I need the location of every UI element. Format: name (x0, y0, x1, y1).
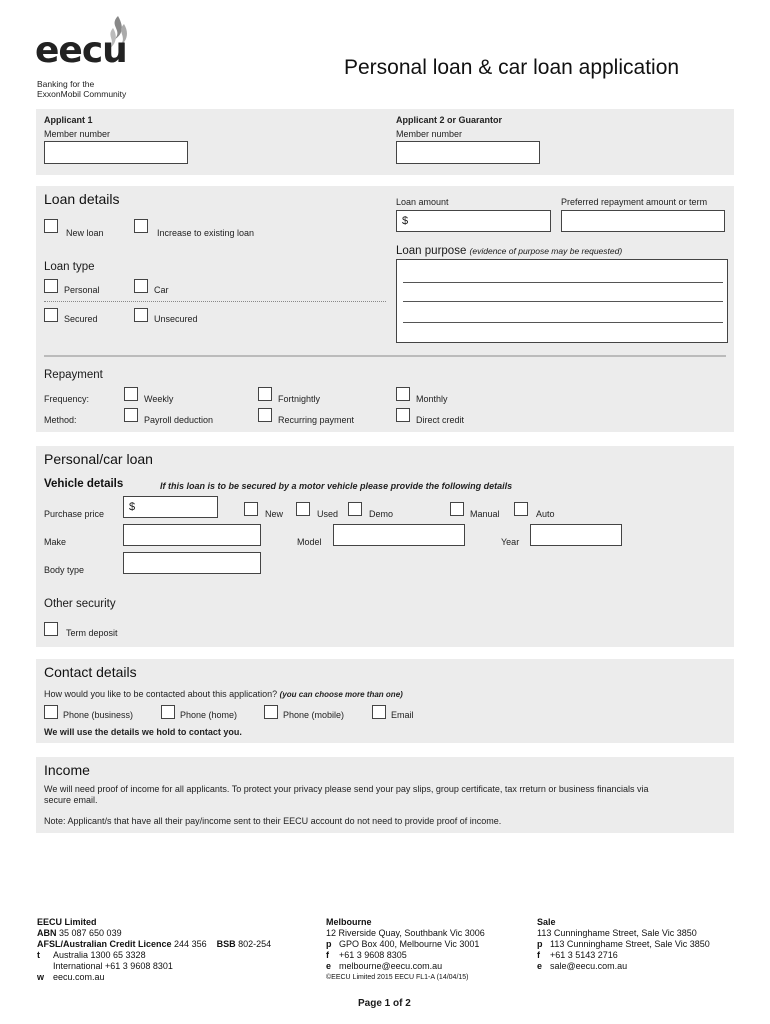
direct-credit-checkbox[interactable] (396, 408, 410, 422)
dollar-sign: $ (402, 215, 409, 227)
applicant2-member-input[interactable] (396, 141, 540, 164)
contact-panel (36, 659, 734, 743)
contact-note: We will use the details we hold to contact you. (44, 727, 242, 737)
new-vehicle-label: New (265, 509, 284, 519)
auto-checkbox[interactable] (514, 502, 528, 516)
car-checkbox[interactable] (134, 279, 148, 293)
logo: eecu (35, 30, 127, 71)
applicant1-title: Applicant 1 (44, 115, 93, 125)
unsecured-label: Unsecured (154, 314, 198, 324)
make-label: Make (44, 537, 67, 547)
phone-mobile-checkbox[interactable] (264, 705, 278, 719)
loan-details-panel (36, 186, 734, 432)
income-paragraph: We will need proof of income for all applicants. To protect your privacy please send your pay slips, group certificate, tax rreturn or business financials via secure email. (44, 784, 649, 805)
income-heading: Income (44, 762, 90, 778)
weekly-checkbox[interactable] (124, 387, 138, 401)
body-type-input[interactable] (123, 552, 261, 574)
income-note: Note: Applicant/s that have all their pay/income sent to their EECU account do not need to provide proof of income. (44, 816, 502, 826)
income-panel (36, 757, 734, 833)
loan-amount-label: Loan amount (396, 197, 449, 207)
demo-vehicle-checkbox[interactable] (348, 502, 362, 516)
other-security-heading: Other security (44, 598, 116, 610)
applicant1-member-input[interactable] (44, 141, 188, 164)
section-divider (44, 355, 726, 357)
manual-label: Manual (470, 509, 500, 519)
secured-checkbox[interactable] (44, 308, 58, 322)
direct-credit-label: Direct credit (416, 415, 465, 425)
secured-label: Secured (64, 314, 98, 324)
car-label: Car (154, 285, 169, 295)
recurring-checkbox[interactable] (258, 408, 272, 422)
footer-company: EECU Limited ABN 35 087 650 039 AFSL/Australian Credit Licence 244 356 BSB 802-254 t Australia 1300 65 3328 International +61 3 9608 8301 w eecu.com.au (37, 917, 272, 982)
payroll-checkbox[interactable] (124, 408, 138, 422)
personal-checkbox[interactable] (44, 279, 58, 293)
email-label: Email (391, 710, 414, 720)
applicants-panel (36, 109, 734, 175)
year-input[interactable] (530, 524, 622, 546)
increase-loan-checkbox[interactable] (134, 219, 148, 233)
purpose-line (403, 301, 723, 302)
purchase-price-input[interactable] (123, 496, 218, 518)
payroll-label: Payroll deduction (144, 415, 214, 425)
model-input[interactable] (333, 524, 465, 546)
loan-amount-input[interactable] (396, 210, 551, 232)
year-label: Year (501, 537, 520, 547)
footer-sale: Sale 113 Cunninghame Street, Sale Vic 3850 p 113 Cunninghame Street, Sale Vic 3850 f +61 3 5143 2716 e sale@eecu.com.au (537, 917, 710, 971)
frequency-label: Frequency: (44, 394, 90, 404)
fortnightly-label: Fortnightly (278, 394, 321, 404)
recurring-label: Recurring payment (278, 415, 355, 425)
page-title: Personal loan & car loan application (344, 56, 680, 79)
increase-loan-label: Increase to existing loan (157, 228, 255, 238)
preferred-repayment-label: Preferred repayment amount or term (561, 197, 708, 207)
purpose-line (403, 322, 723, 323)
vehicle-note: If this loan is to be secured by a motor vehicle please provide the following details (160, 481, 513, 491)
loan-type-heading: Loan type (44, 261, 95, 273)
used-vehicle-label: Used (317, 509, 339, 519)
car-loan-panel (36, 446, 734, 647)
make-input[interactable] (123, 524, 261, 546)
email-checkbox[interactable] (372, 705, 386, 719)
loan-type-divider (44, 301, 386, 302)
manual-checkbox[interactable] (450, 502, 464, 516)
tagline: Banking for the ExxonMobil Community (37, 79, 127, 99)
phone-home-label: Phone (home) (180, 710, 238, 720)
term-deposit-checkbox[interactable] (44, 622, 58, 636)
model-label: Model (297, 537, 322, 547)
loan-details-heading: Loan details (44, 191, 120, 207)
applicant1-member-label: Member number (44, 129, 111, 139)
preferred-repayment-input[interactable] (561, 210, 725, 232)
phone-business-label: Phone (business) (63, 710, 134, 720)
purchase-price-label: Purchase price (44, 509, 105, 519)
dollar-sign: $ (129, 501, 136, 513)
fortnightly-checkbox[interactable] (258, 387, 272, 401)
vehicle-details-heading: Vehicle details (44, 478, 124, 490)
repayment-heading: Repayment (44, 369, 103, 381)
purpose-line (403, 282, 723, 283)
demo-vehicle-label: Demo (369, 509, 394, 519)
footer-melbourne: Melbourne 12 Riverside Quay, Southbank Vic 3006 p GPO Box 400, Melbourne Vic 3001 f +61 3 9608 8305 e melbourne@eecu.com.au ©EECU Limited 2015 EECU FL1-A (14/04/15) (326, 917, 485, 981)
unsecured-checkbox[interactable] (134, 308, 148, 322)
loan-purpose-input[interactable] (396, 259, 728, 343)
car-loan-heading: Personal/car loan (44, 451, 153, 467)
new-loan-label: New loan (66, 228, 104, 238)
weekly-label: Weekly (144, 394, 174, 404)
page-number: Page 1 of 2 (358, 998, 411, 1009)
method-label: Method: (44, 415, 77, 425)
applicant2-member-label: Member number (396, 129, 463, 139)
monthly-label: Monthly (416, 394, 448, 404)
phone-business-checkbox[interactable] (44, 705, 58, 719)
auto-label: Auto (536, 509, 555, 519)
loan-purpose-label: Loan purpose (evidence of purpose may be requested) (396, 245, 623, 257)
phone-mobile-label: Phone (mobile) (283, 710, 345, 720)
term-deposit-label: Term deposit (66, 628, 118, 638)
monthly-checkbox[interactable] (396, 387, 410, 401)
contact-heading: Contact details (44, 664, 137, 680)
contact-question: How would you like to be contacted about this application? (you can choose more than one) (44, 689, 403, 699)
new-loan-checkbox[interactable] (44, 219, 58, 233)
personal-label: Personal (64, 285, 100, 295)
body-type-label: Body type (44, 565, 85, 575)
new-vehicle-checkbox[interactable] (244, 502, 258, 516)
applicant2-title: Applicant 2 or Guarantor (396, 115, 503, 125)
used-vehicle-checkbox[interactable] (296, 502, 310, 516)
phone-home-checkbox[interactable] (161, 705, 175, 719)
